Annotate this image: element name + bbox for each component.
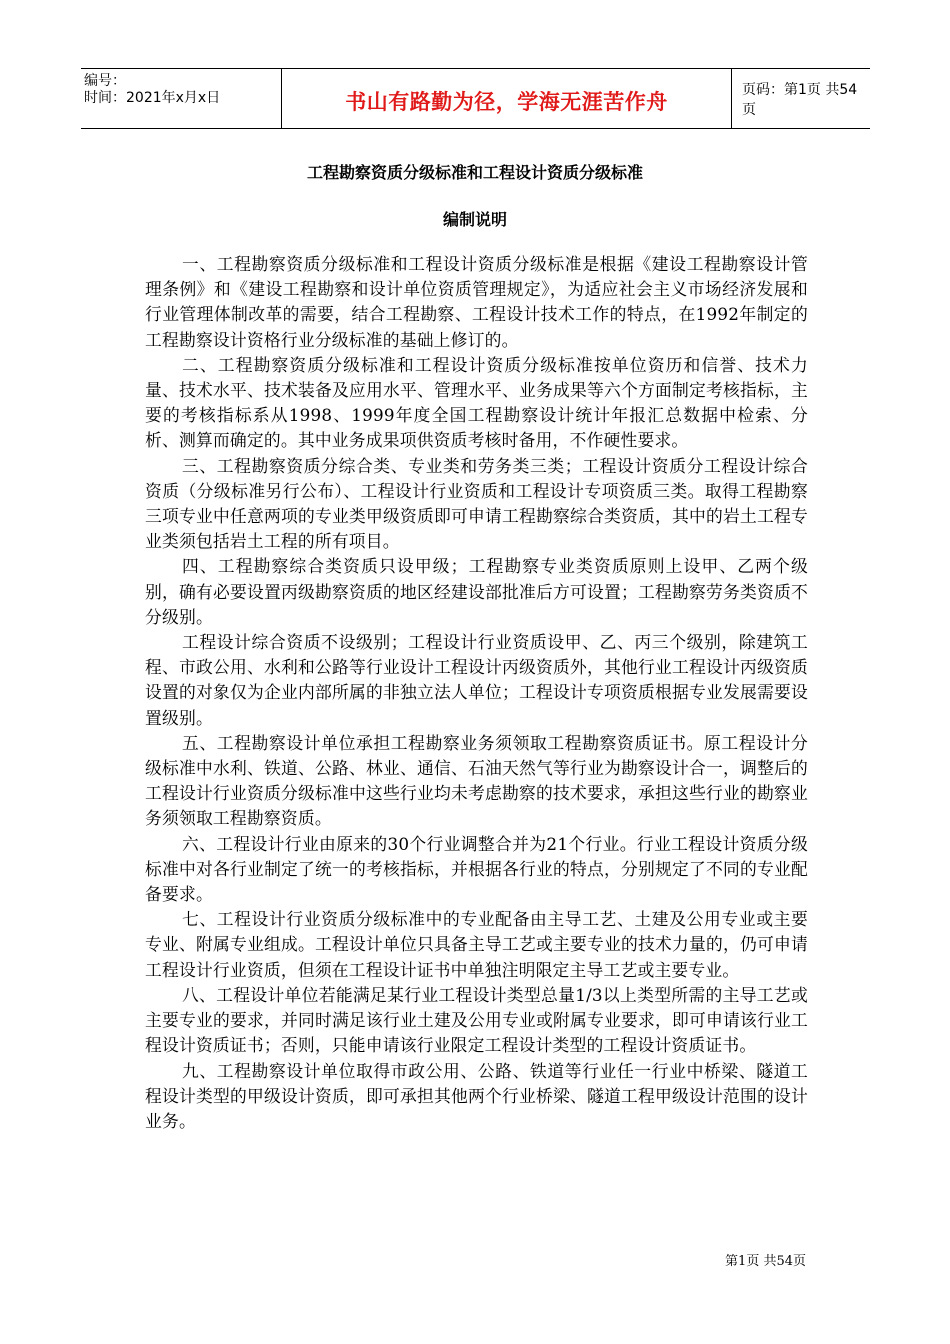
paragraph-5: 工程设计综合资质不设级别；工程设计行业资质设甲、乙、丙三个级别，除建筑工程、市政公用、水利和公路等行业设计工程设计丙级资质外，其他行业工程设计丙级资质设置的对象仅为企业内部所属的非独立法人单位；工程设计专项资质根据专业发展需要设置级别。 — [145, 632, 808, 728]
motto-text: 书山有路勤为径，学海无涯苦作舟 — [345, 90, 668, 114]
header-page-cell — [732, 69, 870, 128]
paragraph-3: 三、工程勘察资质分综合类、专业类和劳务类三类；工程设计资质分工程设计综合资质（分级标准另行公布）、工程设计行业资质和工程设计专项资质三类。取得工程勘察三项专业中任意两项的专业类甲级资质即可申请工程勘察综合类资质，其中的岩土工程专业类须包括岩土工程的所有项目。 — [145, 455, 808, 552]
date-label: 时间：2021年x月x日 — [84, 90, 221, 106]
footer-page-number: 第1页 共54页 — [725, 1254, 806, 1269]
document-title: 工程勘察资质分级标准和工程设计资质分级标准 — [306, 163, 643, 182]
header-meta — [81, 69, 282, 128]
paragraph-9: 八、工程设计单位若能满足某行业工程设计类型总量1/3以上类型所需的主导工艺或主要专业的要求，并同时满足该行业土建及公用专业或附属专业要求，即可申请该行业工程设计资质证书；否则，只能申请该行业限定工程设计类型的工程设计资质证书。 — [145, 984, 808, 1056]
paragraph-8: 七、工程设计行业资质分级标准中的专业配备由主导工艺、土建及公用专业或主要专业、附属专业组成。工程设计单位只具备主导工艺或主要专业的技术力量的，仍可申请工程设计行业资质，但须在工程设计证书中单独注明限定主导工艺或主要专业。 — [145, 909, 808, 980]
paragraph-7: 六、工程设计行业由原来的30个行业调整合并为21个行业。行业工程设计资质分级标准中对各行业制定了统一的考核指标，并根据各行业的特点，分别规定了不同的专业配备要求。 — [145, 833, 808, 905]
paragraph-2: 二、工程勘察资质分级标准和工程设计资质分级标准按单位资历和信誉、技术力量、技术水平、技术装备及应用水平、管理水平、业务成果等六个方面制定考核指标，主要的考核指标系从1998、1999年度全国工程勘察设计统计年报汇总数据中检索、分析、测算而确定的。其中业务成果项供资质考核时备用，不作硬性要求。 — [145, 354, 808, 451]
header-motto-cell — [282, 69, 732, 128]
paragraph-10: 九、工程勘察设计单位取得市政公用、公路、铁道等行业任一行业中桥梁、隧道工程设计类型的甲级设计资质，即可承担其他两个行业桥梁、隧道工程甲级设计范围的设计业务。 — [145, 1060, 808, 1131]
header-page-number: 页码：第1页 共54页 — [742, 81, 858, 118]
paragraph-6: 五、工程勘察设计单位承担工程勘察业务须领取工程勘察资质证书。原工程设计分级标准中水利、铁道、公路、林业、通信、石油天然气等行业为勘察设计合一，调整后的工程设计行业资质分级标准中这些行业均未考虑勘察的技术要求，承担这些行业的勘察业务须领取工程勘察资质。 — [145, 732, 808, 829]
document-header — [81, 68, 870, 129]
paragraph-1: 一、工程勘察资质分级标准和工程设计资质分级标准是根据《建设工程勘察设计管理条例》和《建设工程勘察和设计单位资质管理规定》，为适应社会主义市场经济发展和行业管理体制改革的需要，结合工程勘察、工程设计技术工作的特点，在1992年制定的工程勘察设计资格行业分级标准的基础上修订的。 — [145, 254, 808, 350]
document-subtitle: 编制说明 — [442, 210, 507, 229]
document-body — [145, 252, 808, 1134]
paragraph-4: 四、工程勘察综合类资质只设甲级；工程勘察专业类资质原则上设甲、乙两个级别，确有必要设置丙级勘察资质的地区经建设部批准后方可设置；工程勘察劳务类资质不分级别。 — [145, 556, 808, 627]
serial-number-label: 编号： — [84, 73, 126, 89]
